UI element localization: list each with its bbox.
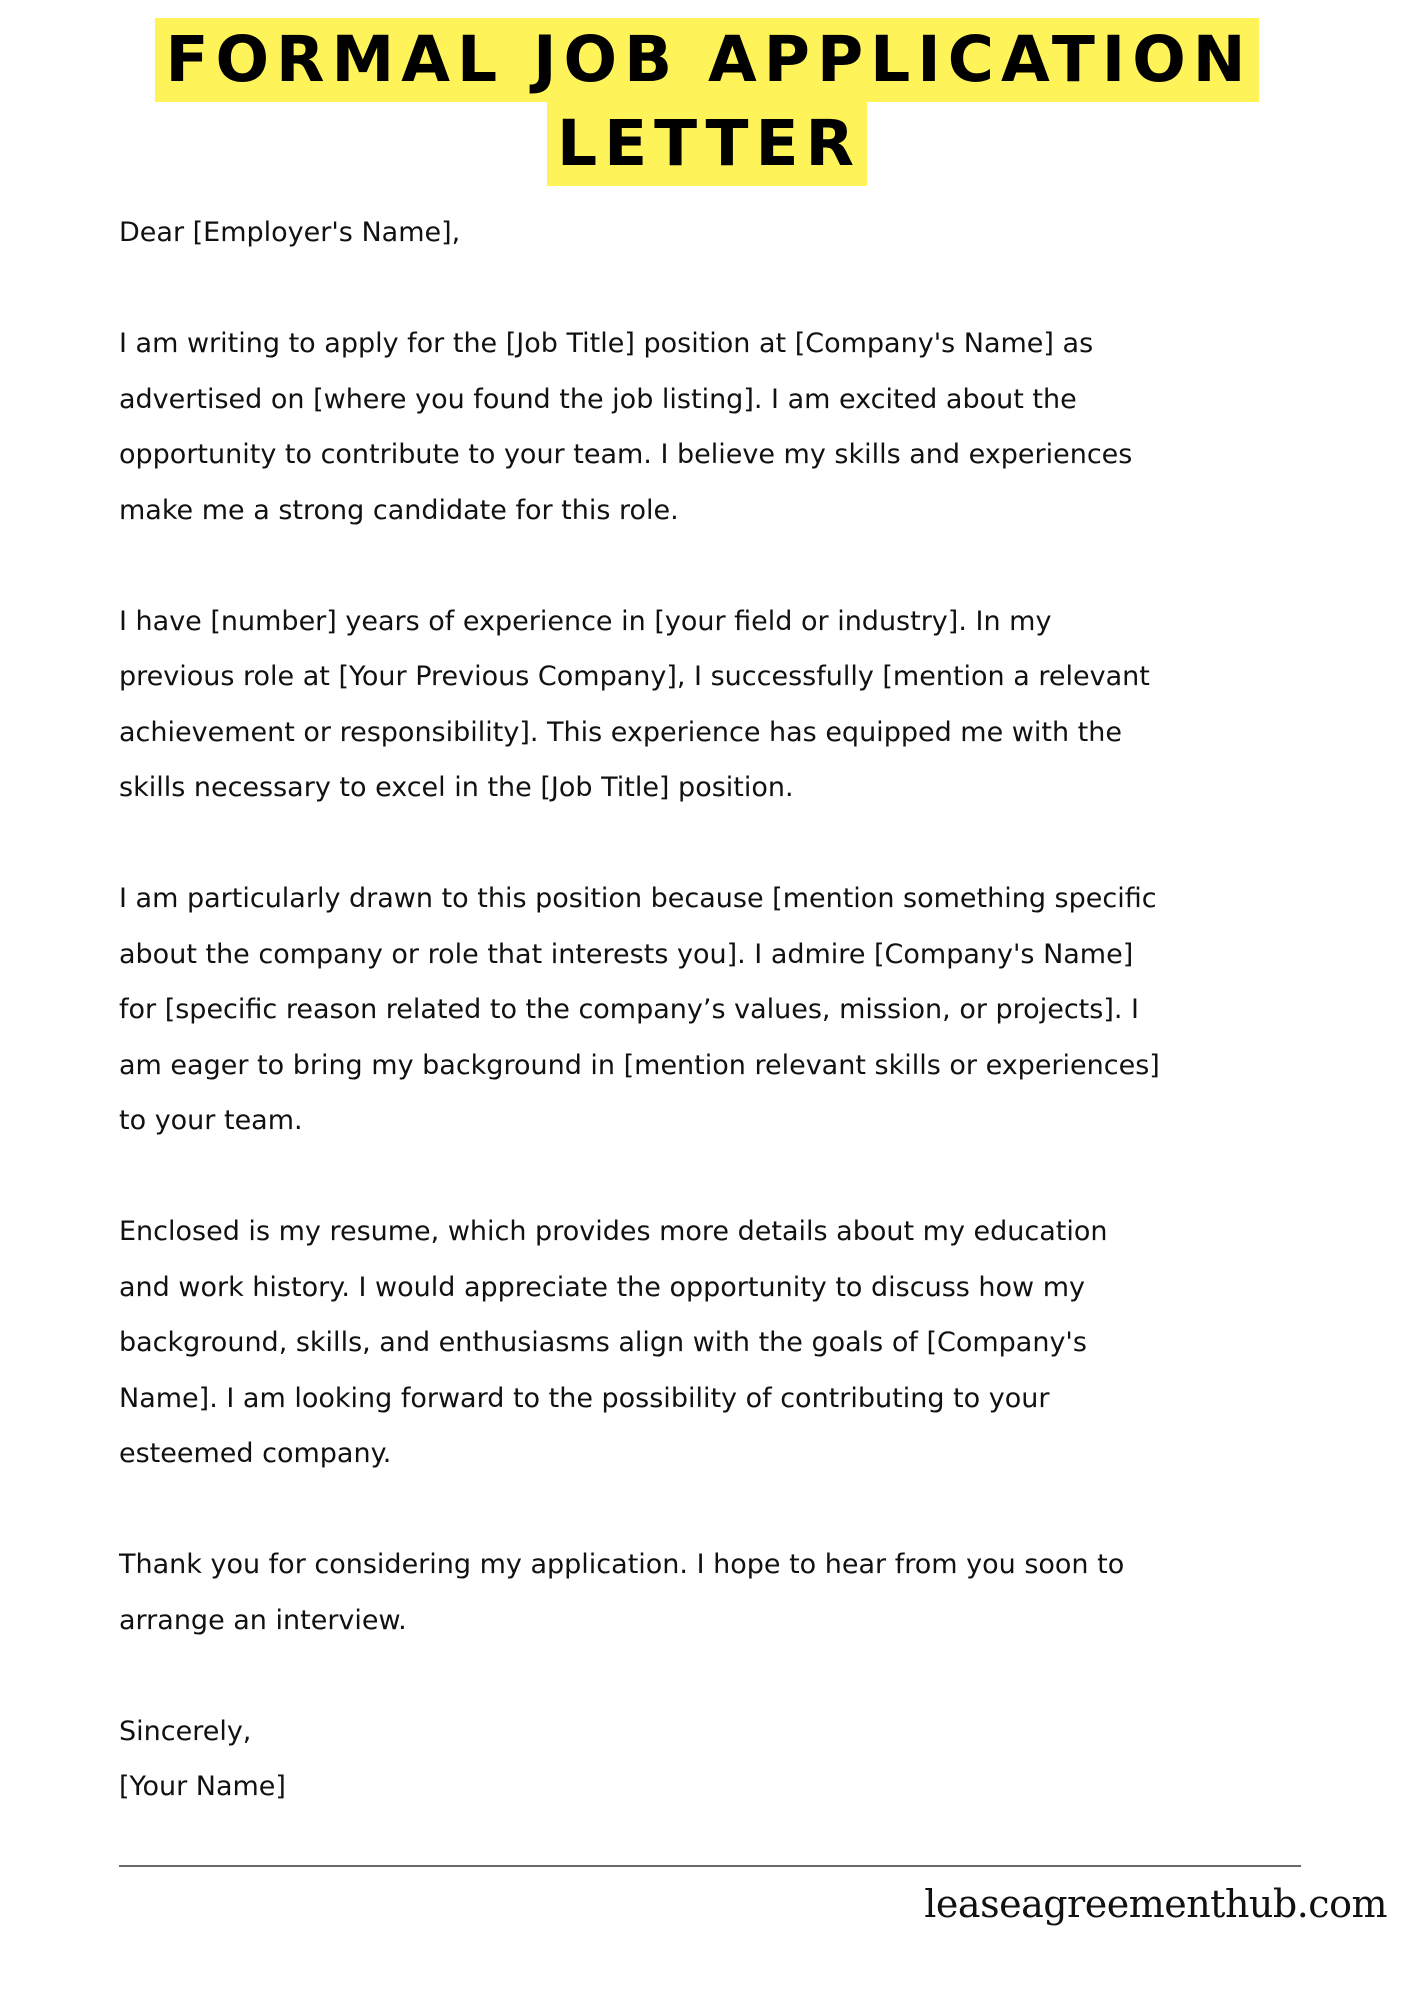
paragraph-interest: I am particularly drawn to this position because [mention something specific about the company or role that interests you]. I admire [Company's Name] for [specific reason related to the company’s values, mission, or projects]. I am eager to bring my background in [mention relevant skills or experiences] to your team. [119, 883, 1160, 1136]
paragraph-experience: I have [number] years of experience in [your field or industry]. In my previous role at [Your Previous Company], I successfully [mention a relevant achievement or responsibility]. This experience has equipped me with the skills necessary to excel in the [Job Title] position. [119, 605, 1150, 803]
title-line-2: LETTER [547, 102, 867, 186]
closing: Sincerely, [119, 1715, 252, 1747]
salutation: Dear [Employer's Name], [119, 217, 461, 248]
paragraph-resume: Enclosed is my resume, which provides more details about my education and work history. I would appreciate the opportunity to discuss how my background, skills, and enthusiasms align with the goals of [Company's Name]. I am looking forward to the possibility of contributing to your esteemed company. [119, 1216, 1108, 1469]
letter-body [119, 205, 1319, 1815]
brand-logo-text: leaseagreementhub.com [924, 1882, 1387, 1926]
signature: [Your Name] [119, 1771, 286, 1802]
title-line-1: FORMAL JOB APPLICATION [155, 18, 1258, 102]
paragraph-thanks: Thank you for considering my application. I hope to hear from you soon to arrange an interview. [119, 1549, 1125, 1636]
document-title [0, 18, 1414, 186]
paragraph-intro: I am writing to apply for the [Job Title] position at [Company's Name] as advertised on [where you found the job listing]. I am excited about the opportunity to contribute to your team. I believe my skills and experiences make me a strong candidate for this role. [119, 328, 1133, 526]
footer-divider [119, 1865, 1301, 1867]
